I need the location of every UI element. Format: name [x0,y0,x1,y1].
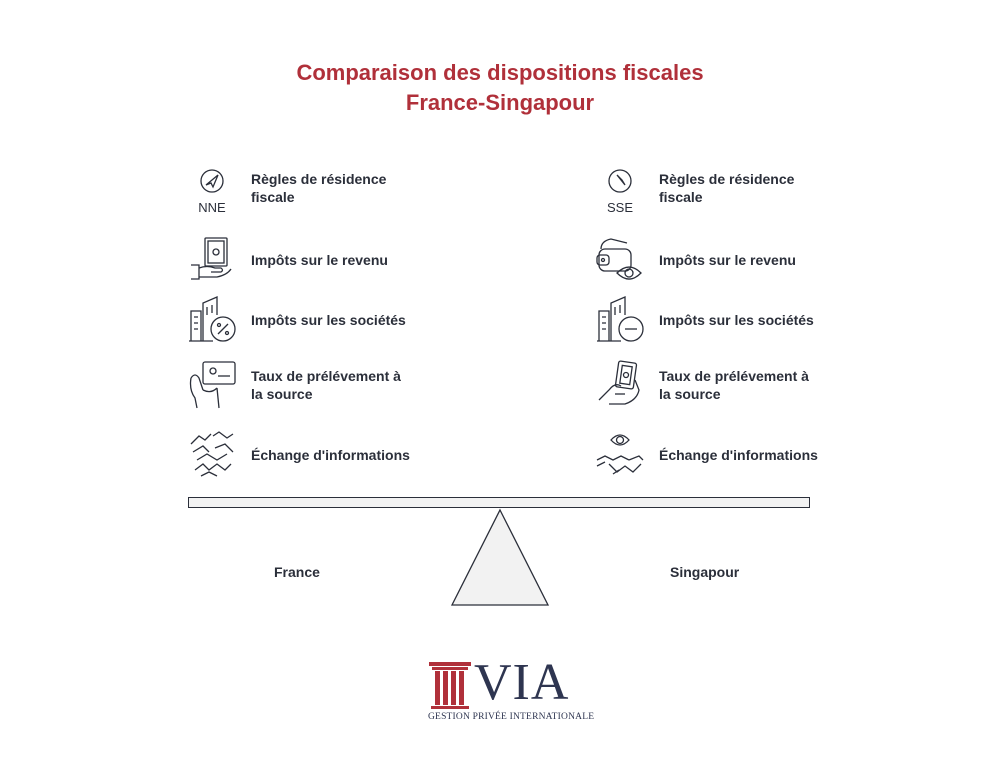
left-item-corporate-tax [187,295,411,345]
right-item-income-tax [595,235,819,285]
right-item-info-exchange [595,430,819,480]
handshake-eye-icon [595,430,645,480]
page-title [0,58,1000,118]
left-item-label: Échange d'informations [251,447,410,463]
handshake-icon [187,430,237,480]
right-item-label: Impôts sur les sociétés [659,312,814,328]
france-label: France [274,564,320,580]
left-item-label: Taux de prélévement à la source [251,368,401,402]
title-line-1: Comparaison des dispositions fiscales [296,60,704,85]
title-line-2: France-Singapour [405,90,595,115]
balance-beam [188,497,810,508]
left-item-label: Règles de résidence fiscale [251,171,387,205]
left-item-residence [187,163,411,213]
right-item-label: Taux de prélévement à la source [659,368,809,402]
compass-icon [187,163,237,213]
compass-direction: SSE [606,200,634,215]
left-item-label: Impôts sur le revenu [251,252,388,268]
left-item-income-tax [187,235,411,285]
compass-direction: NNE [198,200,226,215]
left-item-label: Impôts sur les sociétés [251,312,406,328]
right-item-label: Impôts sur le revenu [659,252,796,268]
compass-icon [595,163,645,213]
hand-card-icon [187,360,237,410]
wallet-eye-icon [595,235,645,285]
building-percent-icon [187,295,237,345]
hand-card-icon [595,360,645,410]
singapore-label: Singapour [670,564,740,580]
building-minus-icon [595,295,645,345]
left-item-withholding [187,360,411,410]
logo-text: VIA [474,654,570,711]
balance-fulcrum [448,508,552,608]
left-item-info-exchange [187,430,411,480]
right-item-label: Échange d'informations [659,447,818,463]
right-item-corporate-tax [595,295,819,345]
right-item-withholding [595,360,819,410]
right-item-residence [595,163,819,213]
logo-subtitle: GESTION PRIVÉE INTERNATIONALE [428,712,595,722]
right-item-label: Règles de résidence fiscale [659,171,795,205]
hand-money-icon [187,235,237,285]
